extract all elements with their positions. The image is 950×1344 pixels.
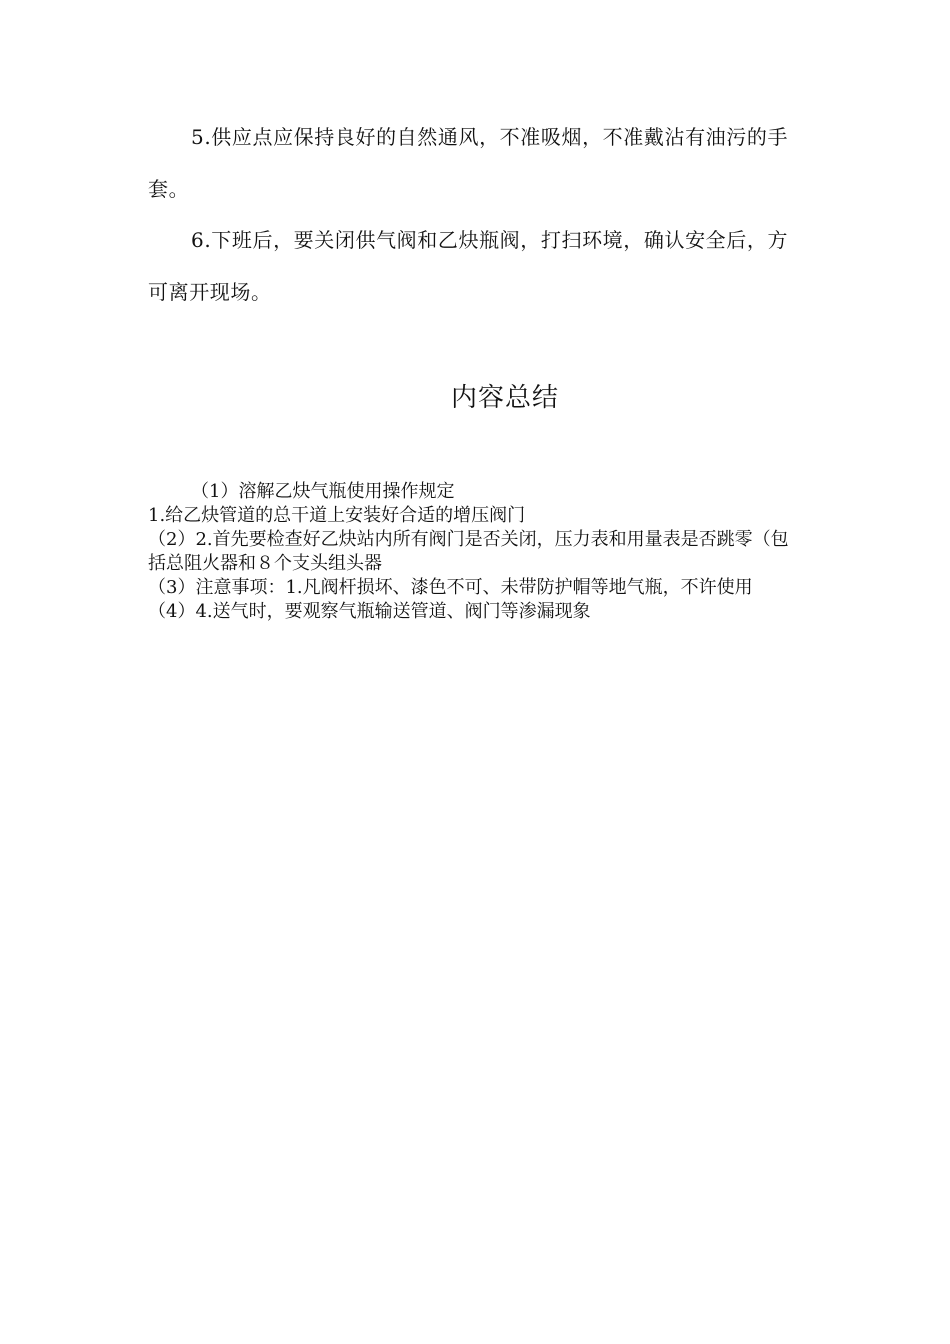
summary-item: 1.给乙炔管道的总干道上安装好合适的增压阀门 [148, 505, 526, 526]
summary-list [148, 480, 803, 624]
summary-item: （2）2.首先要检查好乙炔站内所有阀门是否关闭，压力表和用量表是否跳零（包括总阻火器和８个支头组头器 [148, 529, 789, 574]
summary-item: （4）4.送气时，要观察气瓶输送管道、阀门等渗漏现象 [148, 601, 591, 622]
summary-item: （3）注意事项：1.凡阀杆损坏、漆色不可、未带防护帽等地气瓶，不许使用 [148, 577, 753, 598]
paragraph-item-5: 5.供应点应保持良好的自然通风，不准吸烟，不准戴沾有油污的手套。 [148, 125, 789, 201]
paragraph-item-6: 6.下班后，要关闭供气阀和乙炔瓶阀，打扫环境，确认安全后，方可离开现场。 [148, 228, 789, 304]
summary-item: （1）溶解乙炔气瓶使用操作规定 [191, 481, 455, 502]
summary-title: 内容总结 [450, 383, 559, 413]
